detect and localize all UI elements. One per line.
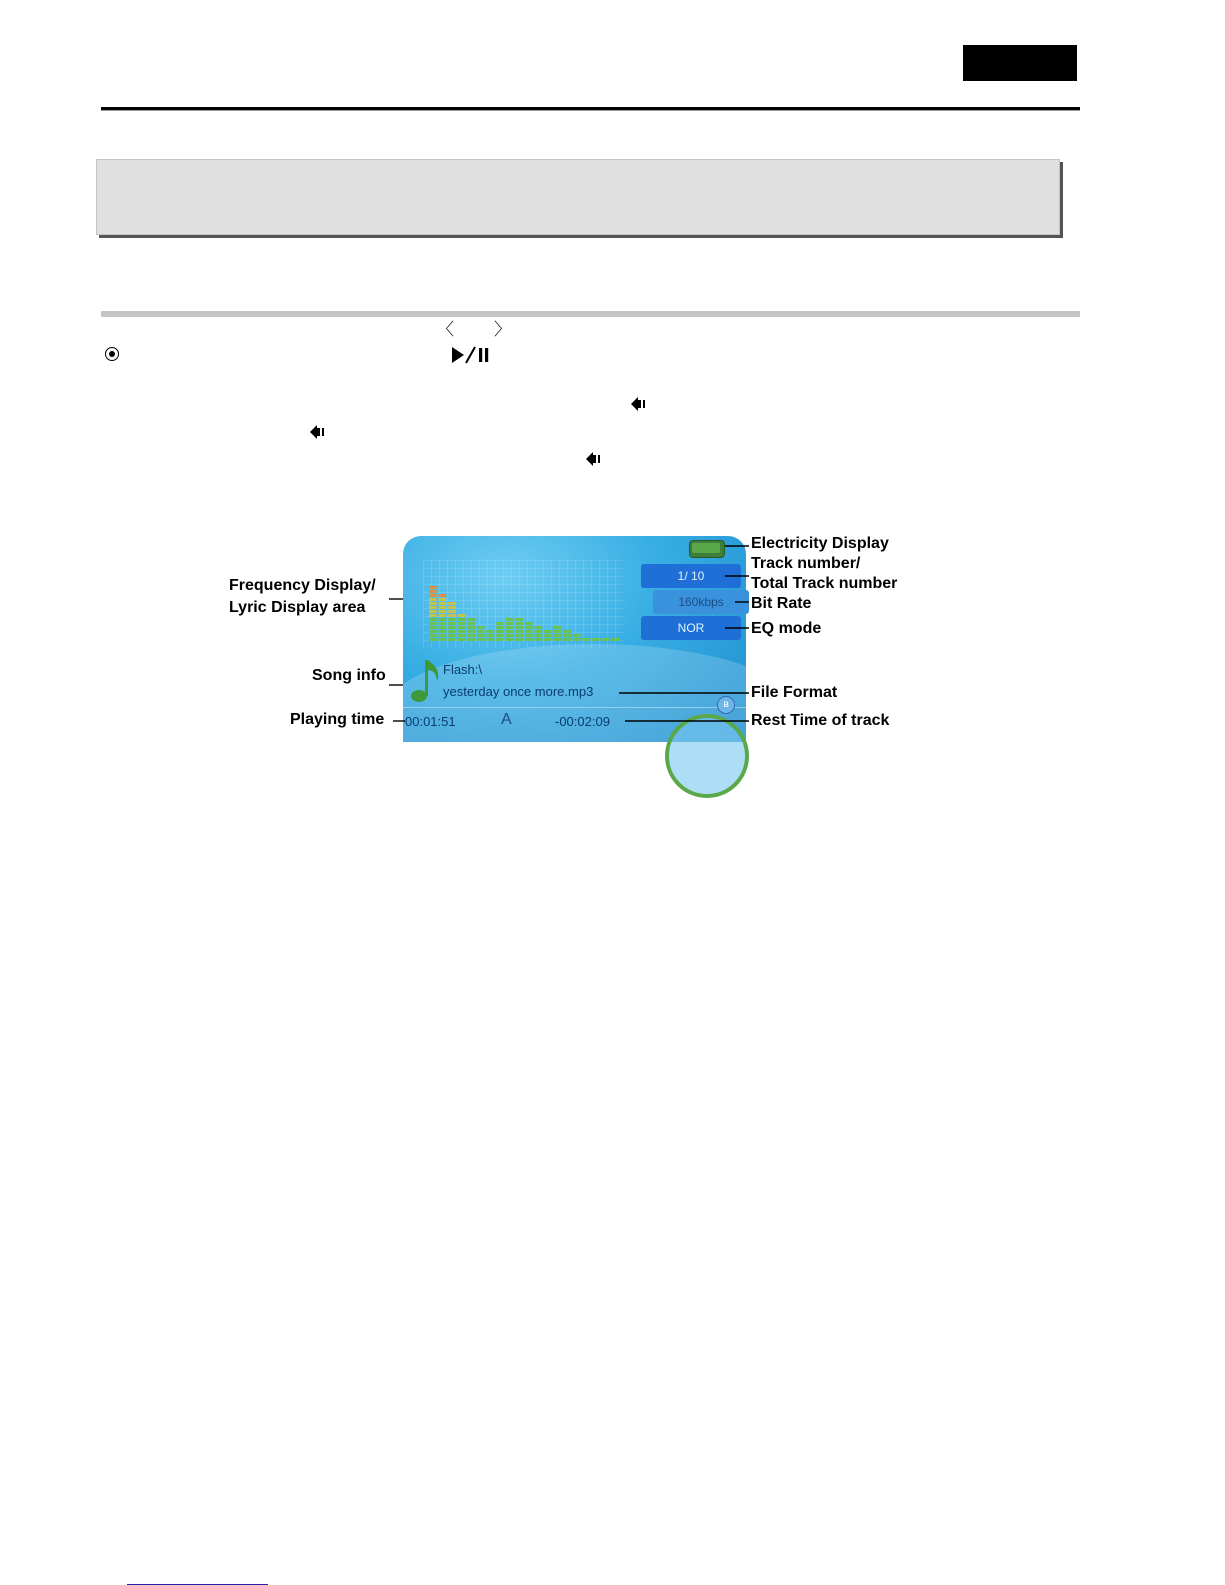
song-folder: Flash:\ <box>443 662 483 677</box>
label-rest-time: Rest Time of track <box>751 712 890 729</box>
label-eq-mode: EQ mode <box>751 620 822 637</box>
back-arrow-icon <box>631 397 646 411</box>
header-rule-shadow <box>101 110 1080 111</box>
eq-mode-pill: NOR <box>641 616 741 640</box>
track-number-pill: 1/ 10 <box>641 564 741 588</box>
label-total-track: Total Track number <box>751 575 898 592</box>
label-file-format: File Format <box>751 684 838 701</box>
label-song-info: Song info <box>312 667 386 684</box>
radio-selected-icon <box>105 347 119 361</box>
language-tab <box>963 45 1077 81</box>
label-electricity-display: Electricity Display <box>751 535 889 552</box>
bitrate-pill: 160kbps <box>653 590 749 614</box>
label-playing-time: Playing time <box>290 711 385 728</box>
back-arrow-icon <box>586 452 601 466</box>
label-track-number: Track number/ <box>751 555 861 572</box>
label-bit-rate: Bit Rate <box>751 595 812 612</box>
play-pause-icon <box>452 346 494 364</box>
back-arrow-icon <box>310 425 325 439</box>
label-lyric-display: Lyric Display area <box>229 599 366 616</box>
chevron-right-icon: 〉 <box>494 320 511 340</box>
chapter-title-box <box>96 159 1060 235</box>
bluetooth-icon: ʙ <box>717 696 735 714</box>
section-rule <box>101 311 1080 317</box>
playing-time: 00:01:51 <box>405 714 456 729</box>
rest-time: -00:02:09 <box>555 714 610 729</box>
label-frequency-display: Frequency Display/ <box>229 577 376 594</box>
chevron-left-icon: 〈 <box>437 320 454 340</box>
song-file-name: yesterday once more.mp3 <box>443 684 594 699</box>
player-screen-figure <box>229 535 923 742</box>
repeat-ab-icon: A <box>501 711 512 728</box>
